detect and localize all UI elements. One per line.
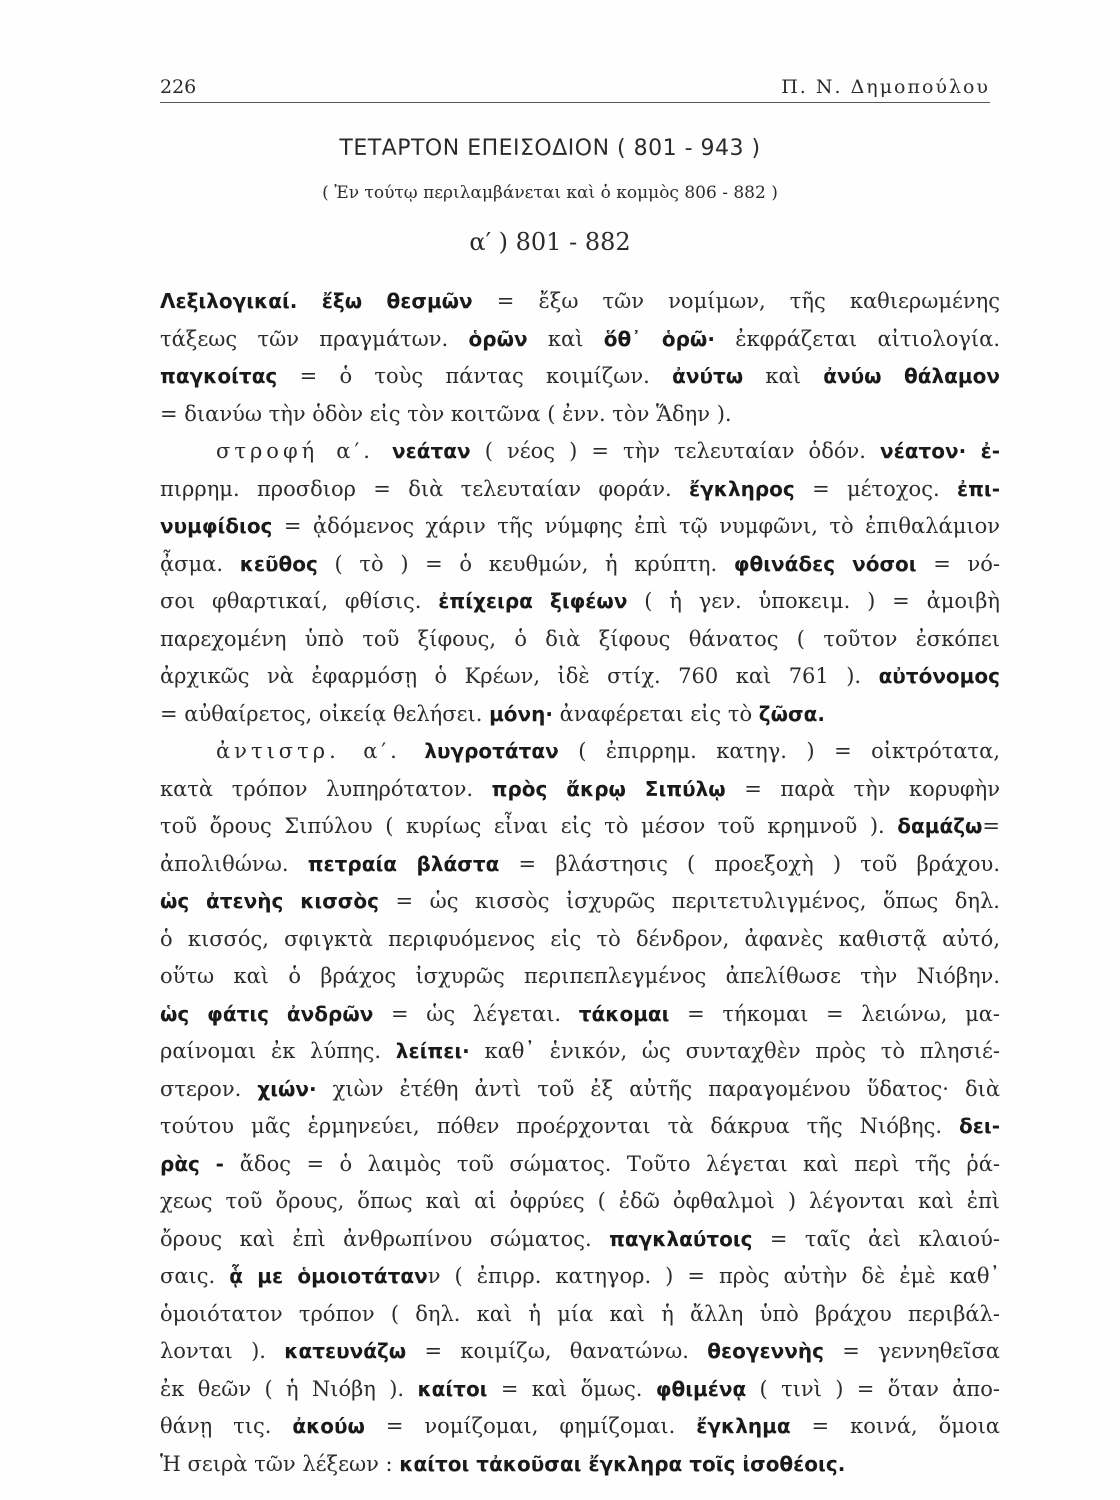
text-line <box>160 546 1000 584</box>
text-segment: ( τὸ ) = ὁ κευθμών, ἡ κρύπτη. <box>317 551 734 576</box>
text-segment: παρεχομένη ὑπὸ τοῦ ξίφους, ὁ διὰ ξίφους θάνατος ( τοῦτον ἐσκόπει <box>160 626 1000 651</box>
text-segment: πιρρημ. προσδιορ = διὰ τελευταίαν φοράν. <box>160 476 689 501</box>
text-line <box>160 321 1000 359</box>
text-segment: κατὰ τρόπον λυπηρότατον. <box>160 776 492 801</box>
text-line <box>160 846 1000 884</box>
text-line <box>160 1408 1000 1446</box>
text-segment: ἄδος = ὁ λαιμὸς τοῦ σώματος. Τοῦτο λέγεται καὶ περὶ τῆς ῥά- <box>239 1151 1000 1176</box>
lemma-term: ὡς ἀτενὴς κισσὸς <box>160 889 379 913</box>
text-line <box>160 771 1000 809</box>
lemma-term: παγκλαύτοις <box>609 1226 753 1251</box>
text-segment: ᾆσμα. <box>160 551 240 576</box>
lemma-term: νεάταν <box>392 439 471 463</box>
text-line <box>160 471 1000 509</box>
lemma-term: αὐτόνομος <box>878 664 1000 688</box>
section-note: ( Ἐν τούτῳ περιλαμβάνεται καὶ ὁ κομμὸς 806 - 882 ) <box>322 183 778 203</box>
subsection-heading: α′ ) 801 - 882 <box>469 228 631 256</box>
text-line <box>160 696 1000 734</box>
running-head <box>160 70 990 103</box>
text-line <box>160 433 1000 471</box>
text-segment: στροφή α′. <box>216 439 392 463</box>
lemma-term: πρὸς ἄκρῳ Σιπύλῳ <box>491 776 726 801</box>
lemma-term: φθιμένᾳ <box>655 1376 747 1401</box>
lemma-term: ὁρῶν <box>468 326 528 351</box>
lemma-term: νέατον· ἐ- <box>880 439 1000 463</box>
lemma-term: μόνη· <box>489 701 553 726</box>
lemma-term: φθινάδες νόσοι <box>733 551 917 576</box>
text-segment: χεως τοῦ ὄρους, ὅπως καὶ αἱ ὀφρύες ( ἐδῶ ὀφθαλμοὶ ) λέγονται καὶ ἐπὶ <box>160 1189 1000 1213</box>
text-segment: ν ( ἐπιρρ. κατηγορ. ) = πρὸς αὐτὴν δὲ ἐμὲ καθ᾿ <box>427 1264 1000 1288</box>
text-segment: = βλάστησις ( προεξοχὴ ) τοῦ βράχου. <box>499 851 1000 876</box>
lemma-term: ὡς φάτις ἀνδρῶν <box>160 1001 374 1026</box>
lemma-term: ἀνύω θάλαμον <box>823 364 1000 388</box>
text-line <box>160 583 1000 621</box>
text-segment: ὄρους καὶ ἐπὶ ἀνθρωπίνου σώματος. <box>160 1226 610 1251</box>
lemma-term: δει- <box>959 1114 1000 1138</box>
text-line <box>160 808 1000 846</box>
text-segment: καὶ <box>527 326 604 351</box>
text-line <box>160 1296 1000 1334</box>
text-line <box>160 283 1000 321</box>
text-segment: ( νέος ) = τὴν τελευταίαν ὁδόν. <box>470 439 880 463</box>
text-segment: = ὡς λέγεται. <box>373 1001 579 1026</box>
lemma-term: καίτοι τἀκοῦσαι ἔγκληρα τοῖς ἰσοθέοις. <box>399 1451 846 1476</box>
text-line <box>160 1258 1000 1296</box>
text-line <box>160 958 1000 996</box>
text-segment: Ἡ σειρὰ τῶν λέξεων : <box>160 1451 400 1476</box>
text-segment: ὁ κισσός, σφιγκτὰ περιφυόμενος εἰς τὸ δένδρον, ἀφανὲς καθιστᾷ αὐτό, <box>160 926 1000 951</box>
text-segment: ἀναφέρεται εἰς τὸ <box>552 701 759 726</box>
lemma-term: ἀνύτω <box>672 364 744 388</box>
lemma-term: ἐπίχειρα ξιφέων <box>438 589 628 613</box>
text-segment: καὶ <box>743 364 824 388</box>
lemma-term: ὅθ᾿ ὁρῶ· <box>603 326 715 351</box>
text-segment: = νομίζομαι, φημίζομαι. <box>364 1414 697 1438</box>
text-line <box>160 658 1000 696</box>
lemma-term: καίτοι <box>417 1376 488 1401</box>
text-segment: οὕτω καὶ ὁ βράχος ἰσχυρῶς περιπεπλεγμένος ἀπελίθωσε τὴν Νιόβην. <box>160 964 1000 988</box>
text-line <box>160 996 1000 1034</box>
lemma-term: δαμάζω <box>897 814 983 838</box>
text-segment: ἀπολιθώνω. <box>160 851 308 876</box>
text-segment: σοι φθαρτικαί, φθίσις. <box>160 589 439 613</box>
text-segment: = γεννηθεῖσα <box>823 1339 1000 1363</box>
text-segment: = κοιμίζω, θανατώνω. <box>406 1339 708 1363</box>
text-line <box>160 358 1000 396</box>
lemma-term: ᾇ με ὁμοιοτάταν <box>229 1264 428 1288</box>
text-segment: ἀντιστρ. α′. <box>216 739 425 763</box>
text-segment: λονται ). <box>160 1339 285 1363</box>
lemma-term: χιών· <box>257 1076 317 1101</box>
lemma-term: πετραία βλάστα <box>307 851 500 876</box>
text-line <box>160 1221 1000 1259</box>
lemma-term: ἐπι- <box>956 476 1000 501</box>
text-line <box>160 1071 1000 1109</box>
lemma-term: παγκοίτας <box>160 364 278 388</box>
text-segment: = καὶ ὅμως. <box>487 1376 656 1401</box>
text-segment: = παρὰ τὴν κορυφὴν <box>725 776 1000 801</box>
text-segment: ( ἡ γεν. ὑποκειμ. ) = ἀμοιβὴ <box>627 589 1000 613</box>
lemma-term: ἀκούω <box>292 1414 365 1438</box>
commentary-text <box>160 283 1000 1483</box>
text-segment: χιὼν ἐτέθη ἀντὶ τοῦ ἐξ αὐτῆς παραγομένου ὕδατος· διὰ <box>316 1076 1000 1101</box>
text-line <box>160 621 1000 659</box>
text-segment: ἐκ θεῶν ( ἡ Νιόβη ). <box>160 1376 418 1401</box>
text-segment: ὁμοιότατον τρόπον ( δηλ. καὶ ἡ μία καὶ ἡ ἄλλη ὑπὸ βράχου περιβάλ- <box>160 1301 1000 1326</box>
text-line <box>160 396 1000 434</box>
text-segment: = διανύω τὴν ὁδὸν εἰς τὸν κοιτῶνα ( ἐνν. τὸν Ἅδην ). <box>160 401 732 426</box>
text-line <box>160 883 1000 921</box>
text-segment: = ᾀδόμενος χάριν τῆς νύμφης ἐπὶ τῷ νυμφῶνι, τὸ ἐπιθαλάμιον <box>272 514 1000 538</box>
text-segment: = αὐθαίρετος, οἰκείᾳ θελήσει. <box>160 701 490 726</box>
lemma-term: Λεξιλογικαί. ἔξω θεσμῶν <box>160 289 473 313</box>
text-line <box>160 508 1000 546</box>
running-head-author: Π. Ν. Δημοπούλου <box>781 76 990 98</box>
text-segment: = ὁ τοὺς πάντας κοιμίζων. <box>277 364 673 388</box>
text-segment: = κοινά, ὅμοια <box>790 1414 1000 1438</box>
text-line <box>160 1183 1000 1221</box>
text-segment: σαις. <box>160 1264 230 1288</box>
text-segment: = ἔξω τῶν νομίμων, τῆς καθιερωμένης <box>472 289 1000 313</box>
text-segment: ( τινὶ ) = ὅταν ἀπο- <box>746 1376 1000 1401</box>
text-line <box>160 1033 1000 1071</box>
section-title: ΤΕΤΑΡΤΟΝ ΕΠΕΙΣΟΔΙΟΝ ( 801 - 943 ) <box>339 136 761 161</box>
text-segment: = ὡς κισσὸς ἰσχυρῶς περιτετυλιγμένος, ὅπως δηλ. <box>378 889 1000 913</box>
lemma-term: νυμφίδιος <box>160 514 273 538</box>
text-segment: = μέτοχος. <box>794 476 957 501</box>
text-segment: = νό- <box>916 551 1000 576</box>
text-line <box>160 1108 1000 1146</box>
text-line <box>160 733 1000 771</box>
lemma-term: θεογεννὴς <box>707 1339 824 1363</box>
text-segment: θάνῃ τις. <box>160 1414 293 1438</box>
lemma-term: ρὰς - <box>160 1151 240 1176</box>
text-segment: ραίνομαι ἐκ λύπης. <box>160 1039 396 1063</box>
lemma-term: ἔγκλημα <box>696 1414 791 1438</box>
text-line <box>160 1371 1000 1409</box>
text-segment: στερον. <box>160 1076 258 1101</box>
lemma-term: τάκομαι <box>578 1001 670 1026</box>
lemma-term: λείπει· <box>395 1039 470 1063</box>
lemma-term: κεῦθος <box>239 551 318 576</box>
lemma-term: ζῶσα. <box>758 701 825 726</box>
text-segment: καθ᾿ ἑνικόν, ὡς συνταχθὲν πρὸς τὸ πλησιέ- <box>469 1039 1000 1063</box>
text-segment: τάξεως τῶν πραγμάτων. <box>160 326 469 351</box>
text-line <box>160 921 1000 959</box>
page-number: 226 <box>160 76 197 98</box>
text-segment: τοῦ ὄρους Σιπύλου ( κυρίως εἶναι εἰς τὸ μέσον τοῦ κρημνοῦ ). <box>160 814 898 838</box>
text-segment: ( ἐπιρρημ. κατηγ. ) = οἰκτρότατα, <box>558 739 1000 763</box>
lemma-term: λυγροτάταν <box>424 739 559 763</box>
text-segment: = <box>982 814 1000 838</box>
lemma-term: κατευνάζω <box>284 1339 407 1363</box>
text-line <box>160 1146 1000 1184</box>
text-segment: = ταῖς ἀεὶ κλαιού- <box>752 1226 1000 1251</box>
lemma-term: ἔγκληρος <box>689 476 795 501</box>
text-line <box>160 1333 1000 1371</box>
text-segment: = τήκομαι = λειώνω, μα- <box>669 1001 1000 1026</box>
text-segment: ἐκφράζεται αἰτιολογία. <box>714 326 1000 351</box>
text-line <box>160 1446 1000 1484</box>
text-segment: τούτου μᾶς ἑρμηνεύει, πόθεν προέρχονται τὰ δάκρυα τῆς Νιόβης. <box>160 1114 960 1138</box>
text-segment: ἀρχικῶς νὰ ἐφαρμόσῃ ὁ Κρέων, ἰδὲ στίχ. 760 καὶ 761 ). <box>160 664 879 688</box>
